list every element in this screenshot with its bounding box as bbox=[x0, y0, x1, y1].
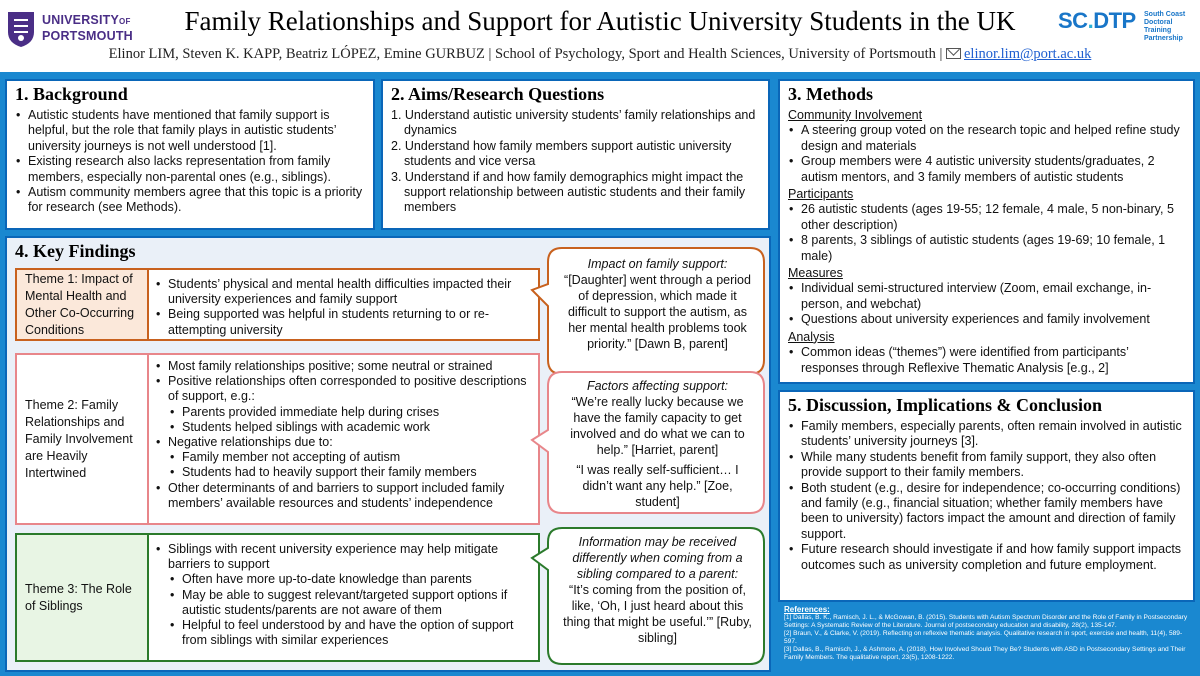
theme-2-box bbox=[15, 353, 540, 525]
list-item: • Being supported was helpful in students returning to or re-attempting university bbox=[155, 307, 532, 337]
list-item: • Individual semi-structured interview (Zoom, email exchange, in-person, and webchat) bbox=[788, 281, 1185, 312]
callout-2-quote-2: “I was really self-sufficient… I didn’t want any help.” [Zoe, student] bbox=[576, 463, 739, 509]
university-of-portsmouth-logo bbox=[6, 6, 156, 50]
key-findings-panel bbox=[5, 236, 771, 672]
callout-sibling-information bbox=[530, 526, 768, 666]
reference-item: [1] Dallas, B. K., Ramisch, J. L., & McGowan, B. (2015). Students with Autism Spectrum Disorder and the Role of Family in Postsecondary Settings: A Systematic Review of the Literature. Journal of postsecondary education and disability, 28(2), 135-147. bbox=[784, 614, 1188, 629]
university-name bbox=[42, 13, 133, 43]
theme-2-body bbox=[149, 355, 538, 523]
theme-3-body bbox=[149, 535, 538, 660]
callout-1-text bbox=[550, 256, 765, 352]
references-block bbox=[778, 602, 1195, 672]
discussion-heading: 5. Discussion, Implications & Conclusion bbox=[788, 395, 1103, 415]
list-item: • Positive relationships often corresponded to positive descriptions of support, e.g.: bbox=[155, 374, 532, 404]
theme-3-label: Theme 3: The Role of Siblings bbox=[17, 535, 149, 660]
dtp-subtitle: South Coast Doctoral Training Partnership bbox=[1144, 11, 1186, 42]
email-link[interactable]: elinor.lim@port.ac.uk bbox=[964, 46, 1092, 62]
list-item: • While many students benefit from family support, they also often provide support to their family members. bbox=[788, 450, 1185, 481]
list-item: • Most family relationships positive; some neutral or strained bbox=[155, 359, 532, 374]
participants-subheading: Participants bbox=[788, 187, 854, 202]
logo-of: OF bbox=[119, 17, 131, 26]
findings-heading: 4. Key Findings bbox=[15, 241, 136, 261]
callout-2-text bbox=[550, 378, 765, 510]
dtp-sc: SC bbox=[1058, 8, 1088, 33]
aim-item: 3. Understand if and how family demographics might impact the support relationship between autistic students and their family members bbox=[391, 169, 746, 215]
background-heading: 1. Background bbox=[15, 84, 128, 104]
email-icon bbox=[946, 48, 961, 59]
callout-3-heading: Information may be received differently when coming from a sibling compared to a parent: bbox=[572, 535, 743, 581]
aims-list bbox=[391, 108, 760, 216]
theme-3-box bbox=[15, 533, 540, 662]
dtp-dot: . bbox=[1087, 8, 1094, 33]
analysis-list bbox=[788, 345, 1185, 376]
aims-heading: 2. Aims/Research Questions bbox=[391, 84, 605, 104]
poster-title: Family Relationships and Support for Autistic University Students in the UK bbox=[184, 6, 1016, 36]
theme-1-box bbox=[15, 268, 540, 341]
discussion-list bbox=[788, 419, 1185, 573]
list-item: • Group members were 4 autistic university students/graduates, 2 autism mentors, and 3 family members of autistic students bbox=[788, 154, 1185, 185]
list-subitem: • Helpful to feel understood by and have the option of support from siblings with similar experiences bbox=[155, 618, 532, 648]
list-subitem: • Parents provided immediate help during crises bbox=[155, 405, 532, 420]
methods-heading: 3. Methods bbox=[788, 84, 873, 104]
reference-item: [3] Dallas, B., Ramisch, J., & Ashmore, A. (2018). How Involved Should They Be? Students with ASD in Postsecondary Settings and Their Family Members. The qualitative report, 23(5), 1208-1222. bbox=[784, 646, 1186, 661]
methods-panel bbox=[778, 79, 1195, 384]
list-item: • Autistic students have mentioned that family support is helpful, but the role that family plays in autistic students’ university journeys is not well understood [1]. bbox=[15, 108, 365, 154]
callout-2-heading: Factors affecting support: bbox=[586, 379, 729, 393]
list-subitem: • Often have more up-to-date knowledge than parents bbox=[155, 572, 532, 587]
community-subheading: Community Involvement bbox=[788, 108, 923, 122]
list-item: • 26 autistic students (ages 19-55; 12 female, 4 male, 5 non-binary, 5 other description) bbox=[788, 202, 1185, 233]
authors-line bbox=[0, 46, 1200, 63]
list-item: • Negative relationships due to: bbox=[155, 435, 532, 450]
measures-subheading: Measures bbox=[788, 266, 843, 281]
aims-panel bbox=[381, 79, 770, 230]
callout-3-text bbox=[550, 534, 765, 646]
list-item: • Other determinants of and barriers to support included family members’ available resources and students’ independence bbox=[155, 481, 532, 511]
callout-1-heading: Impact on family support: bbox=[587, 257, 728, 271]
list-item: • Both student (e.g., desire for independence; co-occurring conditions) and family (e.g., financial situation; whether family members have been to university) factors impact the amount and direction of family support. bbox=[788, 481, 1185, 543]
callout-impact-on-support bbox=[530, 246, 768, 376]
sc-dtp-logo bbox=[1058, 8, 1198, 44]
list-subitem: • Students helped siblings with academic work bbox=[155, 420, 532, 435]
reference-item: [2] Braun, V., & Clarke, V. (2019). Reflecting on reflexive thematic analysis. Qualitative research in sport, exercise and health, 11(4), 589-597. bbox=[784, 630, 1183, 645]
logo-line1: UNIVERSITY bbox=[42, 13, 120, 27]
list-item: • Autism community members agree that this topic is a priority for research (see Methods). bbox=[15, 185, 365, 216]
list-subitem: • Students had to heavily support their family members bbox=[155, 465, 532, 480]
theme-1-body bbox=[149, 270, 538, 339]
aim-item: 2. Understand how family members support autistic university students and vice versa bbox=[391, 138, 732, 169]
list-item: • Common ideas (“themes”) were identified from participants’ responses through Reflexive Thematic Analysis [e.g., 2] bbox=[788, 345, 1185, 376]
theme-1-label: Theme 1: Impact of Mental Health and Other Co-Occurring Conditions bbox=[17, 270, 149, 339]
theme-2-label: Theme 2: Family Relationships and Family Involvement are Heavily Intertwined bbox=[17, 355, 149, 523]
references-title: References: bbox=[784, 605, 830, 614]
authors-text: Elinor LIM, Steven K. KAPP, Beatriz LÓPEZ, Emine GURBUZ | School of Psychology, Sport and Health Sciences, University of Portsmouth | bbox=[108, 46, 943, 62]
callout-3-quote: “It’s coming from the position of, like, ‘Oh, I just heard about this thing that might be useful.’” [Ruby, sibling] bbox=[563, 583, 752, 645]
list-item: • Questions about university experiences and family involvement bbox=[788, 312, 1185, 327]
discussion-panel bbox=[778, 390, 1195, 602]
callout-2-quote-1: “We’re really lucky because we have the family capacity to get involved and do what we can to help.” [Harriet, parent] bbox=[570, 395, 745, 457]
list-item: • Future research should investigate if and how family support impacts outcomes such as university completion and future employment. bbox=[788, 542, 1185, 573]
logo-line2: PORTSMOUTH bbox=[42, 29, 133, 43]
analysis-subheading: Analysis bbox=[788, 329, 835, 344]
measures-list bbox=[788, 281, 1185, 327]
list-item: • Students’ physical and mental health difficulties impacted their university experiences and family support bbox=[155, 277, 532, 307]
list-item: • A steering group voted on the research topic and helped refine study design and materials bbox=[788, 123, 1185, 154]
callout-factors-affecting-support bbox=[530, 370, 768, 515]
poster-header bbox=[0, 0, 1200, 72]
community-list bbox=[788, 123, 1185, 185]
list-item: • 8 parents, 3 siblings of autistic students (ages 19-69; 10 female, 1 male) bbox=[788, 233, 1185, 264]
list-item: • Siblings with recent university experience may help mitigate barriers to support bbox=[155, 542, 532, 572]
list-subitem: • Family member not accepting of autism bbox=[155, 450, 532, 465]
dtp-text: DTP bbox=[1093, 8, 1136, 33]
dtp-main-text bbox=[1058, 8, 1136, 34]
list-subitem: • May be able to suggest relevant/targeted support options if autistic students/parents are not aware of them bbox=[155, 588, 532, 618]
list-item: • Family members, especially parents, often remain involved in autistic students’ university journeys [3]. bbox=[788, 419, 1185, 450]
aim-item: 1. Understand autistic university students’ family relationships and dynamics bbox=[391, 108, 756, 138]
university-shield-icon bbox=[6, 10, 36, 48]
background-list bbox=[15, 108, 365, 216]
list-item: • Existing research also lacks representation from family members, especially non-parental ones (e.g., siblings). bbox=[15, 154, 365, 185]
callout-1-quote: “[Daughter] went through a period of depression, which made it difficult to support the autism, as her mental health problems took priority.” [Dawn B, parent] bbox=[564, 273, 751, 351]
participants-list bbox=[788, 202, 1185, 264]
background-panel bbox=[5, 79, 375, 230]
